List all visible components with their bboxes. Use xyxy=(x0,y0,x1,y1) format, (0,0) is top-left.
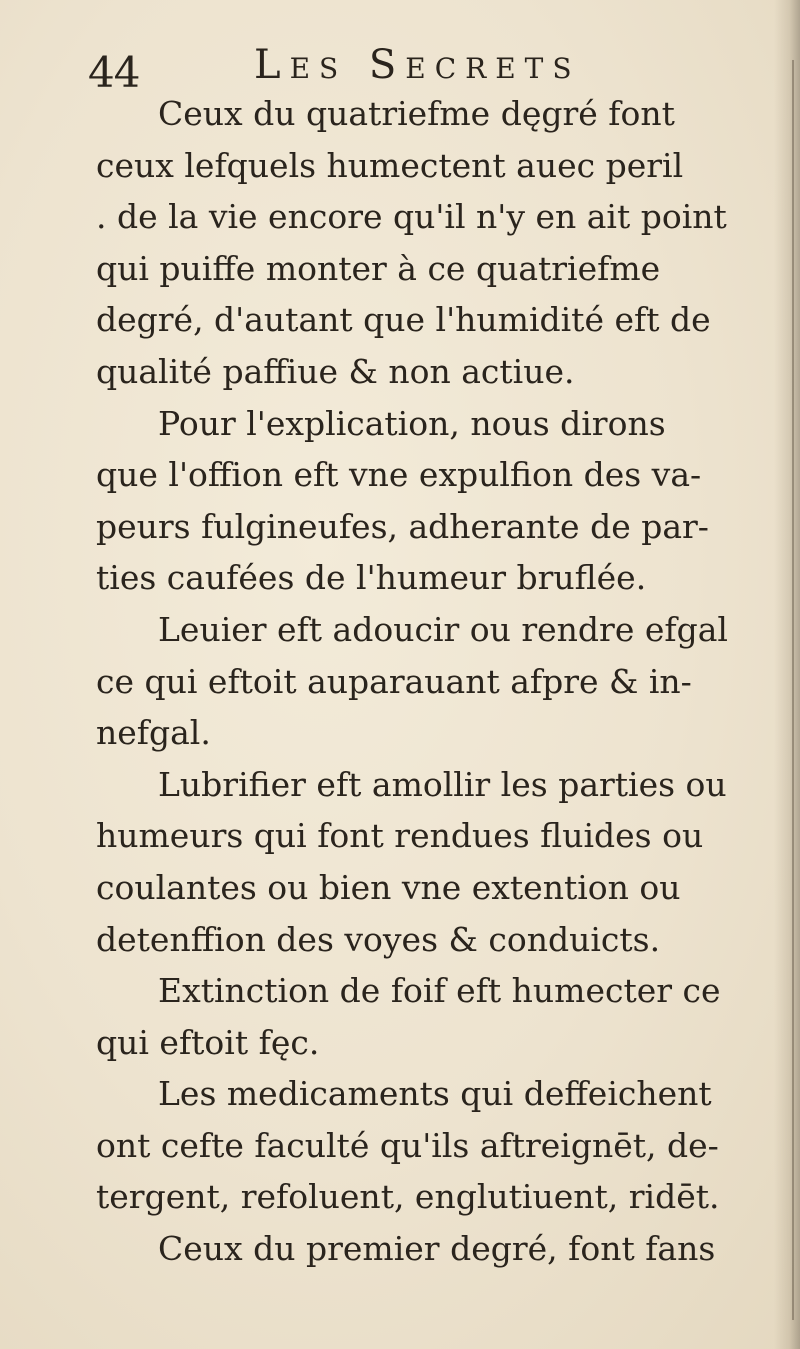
text-line: ties caufées de l'humeur bruflée. xyxy=(96,558,647,598)
text-line: coulantes ou bien vne extention ou xyxy=(96,867,681,907)
text-line: . de la vie encore qu'il n'y en ait point xyxy=(96,197,727,237)
text-line: peurs fulgineufes, adherante de par- xyxy=(96,506,709,546)
text-line: Les medicaments qui deffeichent xyxy=(158,1074,712,1114)
text-line: qui eftoit fęc. xyxy=(96,1022,320,1062)
page-number: 44 xyxy=(88,48,140,97)
text-line: Leuier eft adoucir ou rendre efgal xyxy=(158,609,728,649)
text-line: Pour l'explication, nous dirons xyxy=(158,403,666,443)
text-line: humeurs qui font rendues fluides ou xyxy=(96,816,704,856)
text-line: qualité paffiue & non actiue. xyxy=(96,351,575,391)
text-line: ont cefte faculté qu'ils aftreignēt, de- xyxy=(96,1125,719,1165)
text-line: ce qui eftoit auparauant afpre & in- xyxy=(96,661,692,701)
text-line: tergent, refoluent, englutiuent, ridēt. xyxy=(96,1177,720,1217)
body-text xyxy=(96,88,786,1275)
text-line: Extinction de foif eft humecter ce xyxy=(158,971,721,1011)
text-line: ceux lefquels humectent auec peril xyxy=(96,145,684,185)
text-line: detenffion des voyes & conduicts. xyxy=(96,919,661,959)
text-line: que l'offion eft vne expulfion des va- xyxy=(96,455,702,495)
text-line: nefgal. xyxy=(96,713,211,753)
text-line: Lubrifier eft amollir les parties ou xyxy=(158,764,727,804)
page-header xyxy=(88,36,728,96)
text-line: degré, d'autant que l'humidité eft de xyxy=(96,300,711,340)
text-line: qui puiffe monter à ce quatriefme xyxy=(96,248,661,288)
page-edge-line xyxy=(792,60,794,1320)
text-line: Ceux du premier degré, font fans xyxy=(158,1229,716,1269)
running-head: Les Secrets xyxy=(254,42,581,88)
text-line: Ceux du quatriefme dęgré font xyxy=(158,94,675,133)
